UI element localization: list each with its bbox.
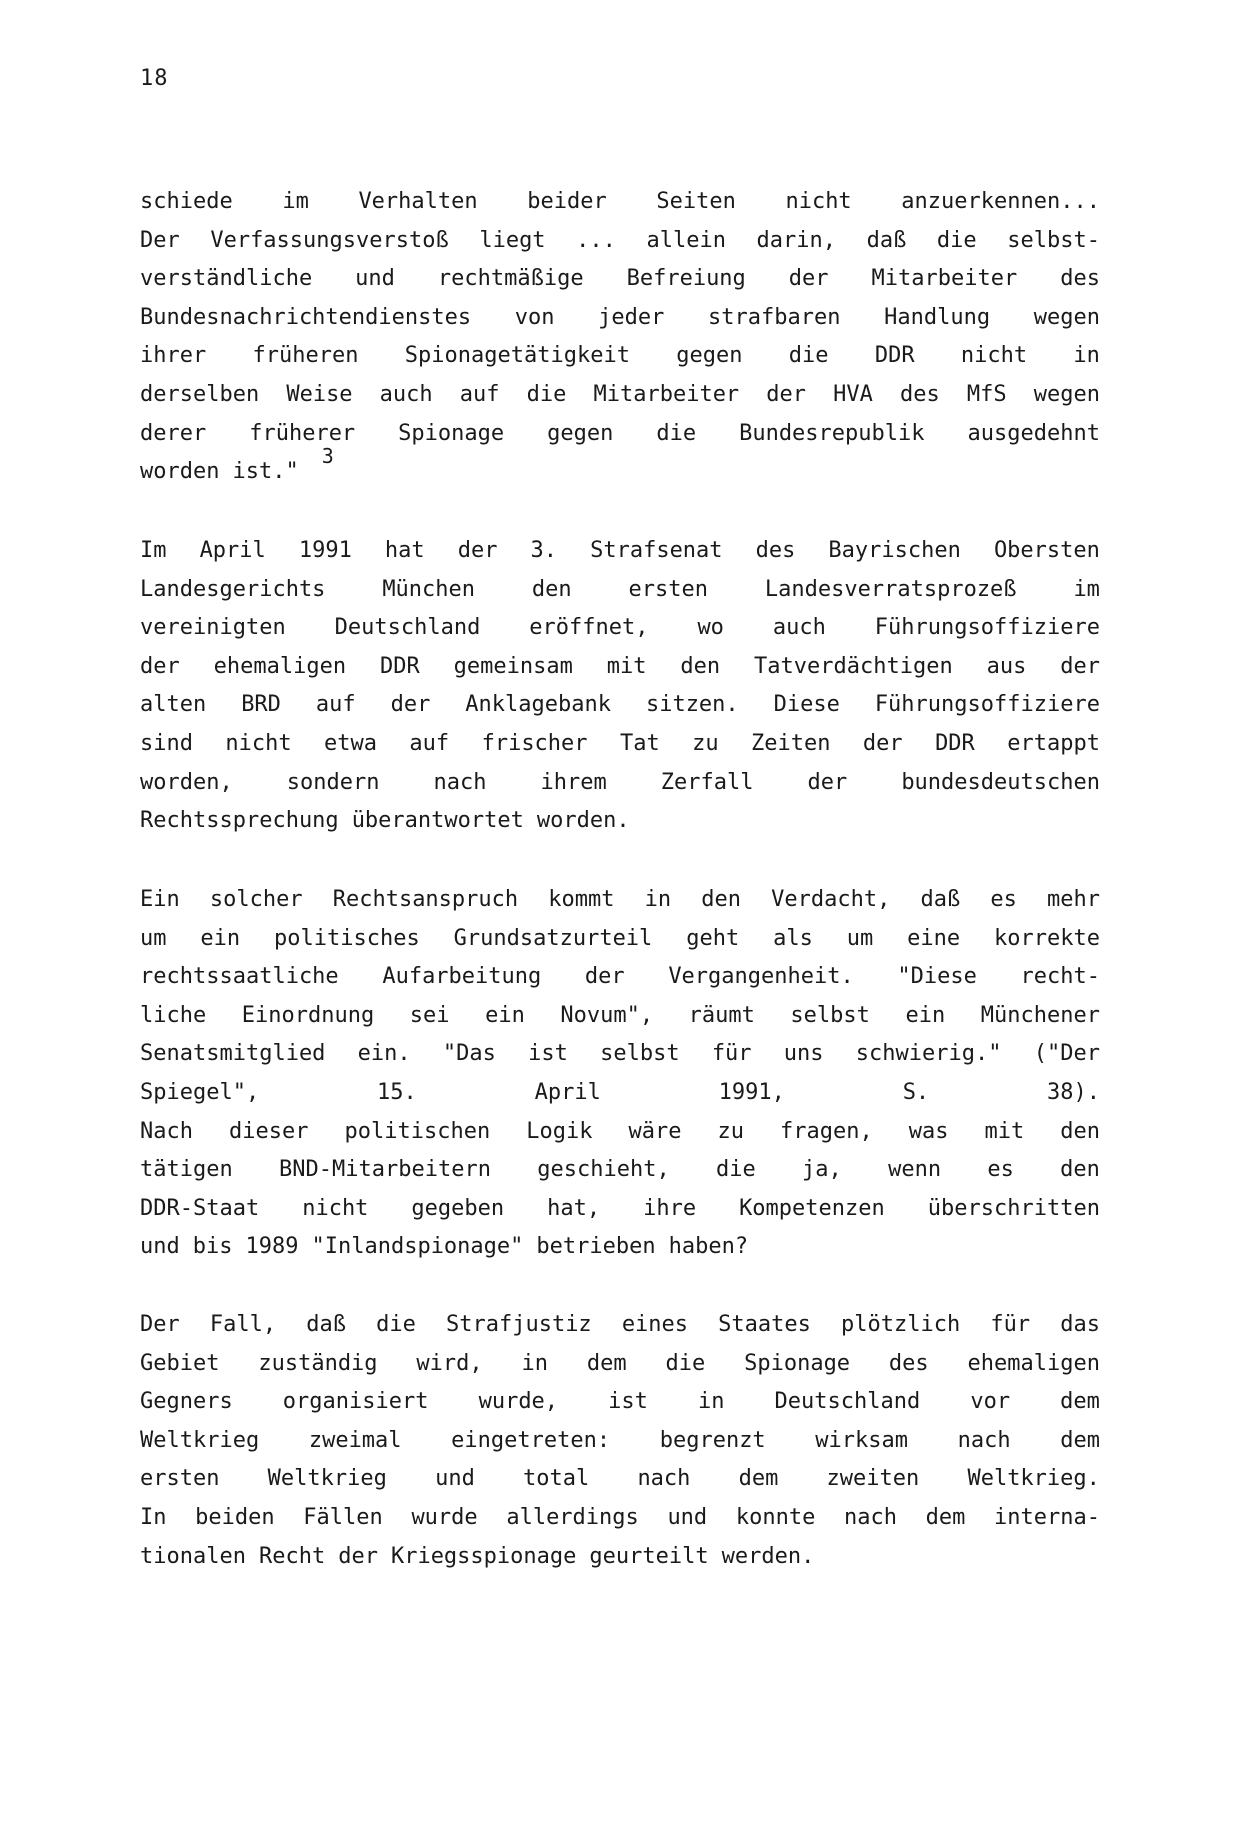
text-line: Der Verfassungsverstoß liegt ... allein darin, daß die selbst- xyxy=(140,227,1100,253)
text-line: Der Fall, daß die Strafjustiz eines Staates plötzlich für das xyxy=(140,1312,1100,1337)
text-line: Landesgerichts München den ersten Landesverratsprozeß im xyxy=(140,576,1100,602)
footnote-marker: 3 xyxy=(321,444,334,469)
text-line: Weltkrieg zweimal eingetreten: begrenzt wirksam nach dem xyxy=(140,1427,1100,1453)
text-line: Gegners organisiert wurde, ist in Deutschland vor dem xyxy=(140,1389,1100,1415)
text-line: In beiden Fällen wurde allerdings und konnte nach dem interna- xyxy=(140,1504,1100,1530)
text-line: Nach dieser politischen Logik wäre zu fragen, was mit den xyxy=(140,1118,1100,1144)
text-line: Gebiet zuständig wird, in dem die Spionage des ehemaligen xyxy=(140,1350,1100,1376)
paragraph-case-history xyxy=(140,1306,1100,1576)
page-number: 18 xyxy=(140,66,169,91)
text-line: vereinigten Deutschland eröffnet, wo auch Führungsoffiziere xyxy=(140,615,1100,641)
text-line: Ein solcher Rechtsanspruch kommt in den Verdacht, daß es mehr xyxy=(140,887,1100,912)
text-line: der ehemaligen DDR gemeinsam mit den Tatverdächtigen aus der xyxy=(140,653,1100,679)
text-line: verständliche und rechtmäßige Befreiung der Mitarbeiter des xyxy=(140,266,1100,292)
text-line: derer früherer Spionage gegen die Bundesrepublik ausgedehnt xyxy=(140,420,1100,446)
text-line: tätigen BND-Mitarbeitern geschieht, die ja, wenn es den xyxy=(140,1157,1100,1183)
text-line: und bis 1989 "Inlandspionage" betrieben haben? xyxy=(140,1234,749,1260)
text-line: schiede im Verhalten beider Seiten nicht anzuerkennen... xyxy=(140,189,1100,214)
text-line: liche Einordnung sei ein Novum", räumt selbst ein Münchener xyxy=(140,1002,1100,1028)
text-line: rechtssaatliche Aufarbeitung der Vergangenheit. "Diese recht- xyxy=(140,964,1100,990)
text-line: Bundesnachrichtendienstes von jeder strafbaren Handlung wegen xyxy=(140,304,1100,330)
text-line: Spiegel", 15. April 1991, S. 38). xyxy=(140,1079,1100,1105)
text-line: sind nicht etwa auf frischer Tat zu Zeiten der DDR ertappt xyxy=(140,730,1100,756)
text-line: derselben Weise auch auf die Mitarbeiter der HVA des MfS wegen xyxy=(140,381,1100,407)
paragraph-quote-continuation xyxy=(140,183,1100,492)
paragraph-trial-munich xyxy=(140,532,1100,841)
text-line: Senatsmitglied ein. "Das ist selbst für uns schwierig." ("Der xyxy=(140,1041,1100,1067)
text-line: ihrer früheren Spionagetätigkeit gegen die DDR nicht in xyxy=(140,343,1100,369)
text-line: ersten Weltkrieg und total nach dem zweiten Weltkrieg. xyxy=(140,1466,1100,1492)
text-line: Im April 1991 hat der 3. Strafsenat des Bayrischen Obersten xyxy=(140,538,1100,563)
text-line: alten BRD auf der Anklagebank sitzen. Diese Führungsoffiziere xyxy=(140,692,1100,718)
text-line: Rechtssprechung überantwortet worden. xyxy=(140,808,630,834)
paragraph-legal-claim xyxy=(140,881,1100,1267)
text-line: worden ist." $^3$ xyxy=(140,453,1100,492)
text-line: tionalen Recht der Kriegsspionage geurteilt werden. xyxy=(140,1543,815,1569)
text-line: DDR-Staat nicht gegeben hat, ihre Kompetenzen überschritten xyxy=(140,1195,1100,1221)
text-line: worden, sondern nach ihrem Zerfall der bundesdeutschen xyxy=(140,769,1100,795)
text-line: um ein politisches Grundsatzurteil geht als um eine korrekte xyxy=(140,925,1100,951)
